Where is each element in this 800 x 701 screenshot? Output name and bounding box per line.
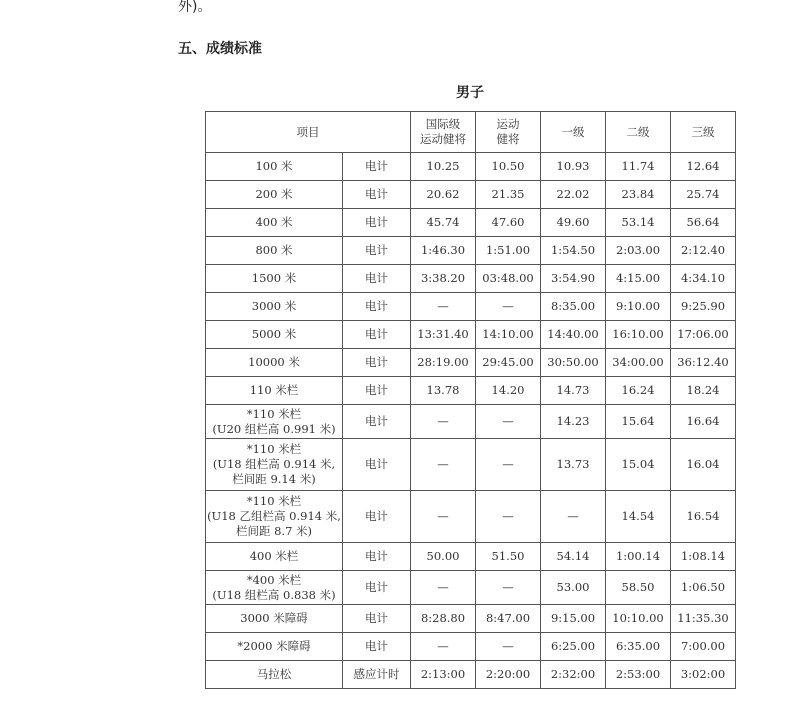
event-name-cell: *110 米栏 (U18 组栏高 0.914 米, 栏间距 9.14 米) xyxy=(206,439,343,491)
master-value: 10.50 xyxy=(476,153,541,181)
third-class-value: 16.04 xyxy=(671,439,736,491)
table-row xyxy=(206,661,736,689)
master-value: 8:47.00 xyxy=(476,605,541,633)
header-international-master: 国际级 运动健将 xyxy=(411,112,476,153)
international-master-value: — xyxy=(411,293,476,321)
master-value: — xyxy=(476,491,541,543)
second-class-value: 1:00.14 xyxy=(606,543,671,571)
table-row xyxy=(206,265,736,293)
first-class-value: 10.93 xyxy=(541,153,606,181)
master-value: — xyxy=(476,405,541,439)
header-first-class: 一级 xyxy=(541,112,606,153)
second-class-value: 4:15.00 xyxy=(606,265,671,293)
timing-method-cell: 电计 xyxy=(343,633,411,661)
table-row xyxy=(206,405,736,439)
header-second-class: 二级 xyxy=(606,112,671,153)
event-name-cell: *400 米栏 (U18 组栏高 0.838 米) xyxy=(206,571,343,605)
international-master-value: 28:19.00 xyxy=(411,349,476,377)
timing-method-cell: 电计 xyxy=(343,605,411,633)
master-value: 14.20 xyxy=(476,377,541,405)
international-master-value: — xyxy=(411,491,476,543)
international-master-value: 50.00 xyxy=(411,543,476,571)
event-name-cell: 200 米 xyxy=(206,181,343,209)
event-name-cell: *2000 米障碍 xyxy=(206,633,343,661)
master-value: 51.50 xyxy=(476,543,541,571)
second-class-value: 11.74 xyxy=(606,153,671,181)
timing-method-cell: 电计 xyxy=(343,349,411,377)
third-class-value: 4:34.10 xyxy=(671,265,736,293)
international-master-value: — xyxy=(411,405,476,439)
timing-method-cell: 电计 xyxy=(343,237,411,265)
second-class-value: 58.50 xyxy=(606,571,671,605)
third-class-value: 18.24 xyxy=(671,377,736,405)
timing-method-cell: 电计 xyxy=(343,377,411,405)
third-class-value: 56.64 xyxy=(671,209,736,237)
timing-method-cell: 电计 xyxy=(343,209,411,237)
table-row xyxy=(206,377,736,405)
table-body xyxy=(206,153,736,689)
first-class-value: 9:15.00 xyxy=(541,605,606,633)
first-class-value: 22.02 xyxy=(541,181,606,209)
table-row xyxy=(206,153,736,181)
event-name-cell: 110 米栏 xyxy=(206,377,343,405)
third-class-value: 3:02:00 xyxy=(671,661,736,689)
timing-method-cell: 电计 xyxy=(343,543,411,571)
first-class-value: 6:25.00 xyxy=(541,633,606,661)
timing-method-cell: 感应计时 xyxy=(343,661,411,689)
first-class-value: 2:32:00 xyxy=(541,661,606,689)
timing-method-cell: 电计 xyxy=(343,321,411,349)
master-value: 21.35 xyxy=(476,181,541,209)
second-class-value: 14.54 xyxy=(606,491,671,543)
table-row xyxy=(206,209,736,237)
third-class-value: 17:06.00 xyxy=(671,321,736,349)
table-row xyxy=(206,349,736,377)
first-class-value: 13.73 xyxy=(541,439,606,491)
third-class-value: 16.64 xyxy=(671,405,736,439)
section-heading: 五、成绩标准 xyxy=(178,41,262,57)
master-value: 2:20:00 xyxy=(476,661,541,689)
second-class-value: 53.14 xyxy=(606,209,671,237)
third-class-value: 36:12.40 xyxy=(671,349,736,377)
master-value: — xyxy=(476,571,541,605)
first-class-value: 53.00 xyxy=(541,571,606,605)
second-class-value: 10:10.00 xyxy=(606,605,671,633)
master-value: 03:48.00 xyxy=(476,265,541,293)
event-name-cell: 3000 米障碍 xyxy=(206,605,343,633)
first-class-value: 54.14 xyxy=(541,543,606,571)
header-event: 项目 xyxy=(206,112,411,153)
table-row xyxy=(206,293,736,321)
table-row xyxy=(206,605,736,633)
standards-table xyxy=(205,111,736,689)
second-class-value: 2:53:00 xyxy=(606,661,671,689)
master-value: 47.60 xyxy=(476,209,541,237)
first-class-value: 49.60 xyxy=(541,209,606,237)
first-class-value: 14.23 xyxy=(541,405,606,439)
second-class-value: 2:03.00 xyxy=(606,237,671,265)
first-class-value: 14.73 xyxy=(541,377,606,405)
table-row xyxy=(206,633,736,661)
first-class-value: — xyxy=(541,491,606,543)
international-master-value: 13.78 xyxy=(411,377,476,405)
timing-method-cell: 电计 xyxy=(343,153,411,181)
international-master-value: 1:46.30 xyxy=(411,237,476,265)
master-value: 1:51.00 xyxy=(476,237,541,265)
header-third-class: 三级 xyxy=(671,112,736,153)
master-value: 14:10.00 xyxy=(476,321,541,349)
international-master-value: 3:38.20 xyxy=(411,265,476,293)
international-master-value: 8:28.80 xyxy=(411,605,476,633)
second-class-value: 23.84 xyxy=(606,181,671,209)
international-master-value: 2:13:00 xyxy=(411,661,476,689)
second-class-value: 15.04 xyxy=(606,439,671,491)
event-name-cell: 10000 米 xyxy=(206,349,343,377)
timing-method-cell: 电计 xyxy=(343,181,411,209)
international-master-value: 45.74 xyxy=(411,209,476,237)
second-class-value: 6:35.00 xyxy=(606,633,671,661)
third-class-value: 12.64 xyxy=(671,153,736,181)
table-row xyxy=(206,237,736,265)
event-name-cell: 800 米 xyxy=(206,237,343,265)
master-value: — xyxy=(476,633,541,661)
header-master: 运动 健将 xyxy=(476,112,541,153)
first-class-value: 8:35.00 xyxy=(541,293,606,321)
event-name-cell: 400 米 xyxy=(206,209,343,237)
international-master-value: 20.62 xyxy=(411,181,476,209)
second-class-value: 9:10.00 xyxy=(606,293,671,321)
table-row xyxy=(206,439,736,491)
timing-method-cell: 电计 xyxy=(343,405,411,439)
third-class-value: 16.54 xyxy=(671,491,736,543)
event-name-cell: 马拉松 xyxy=(206,661,343,689)
international-master-value: 10.25 xyxy=(411,153,476,181)
second-class-value: 15.64 xyxy=(606,405,671,439)
event-name-cell: 3000 米 xyxy=(206,293,343,321)
timing-method-cell: 电计 xyxy=(343,293,411,321)
second-class-value: 16.24 xyxy=(606,377,671,405)
international-master-value: 13:31.40 xyxy=(411,321,476,349)
timing-method-cell: 电计 xyxy=(343,491,411,543)
event-name-cell: *110 米栏 (U18 乙组栏高 0.914 米, 栏间距 8.7 米) xyxy=(206,491,343,543)
third-class-value: 1:06.50 xyxy=(671,571,736,605)
third-class-value: 25.74 xyxy=(671,181,736,209)
master-value: — xyxy=(476,439,541,491)
international-master-value: — xyxy=(411,571,476,605)
first-class-value: 1:54.50 xyxy=(541,237,606,265)
first-class-value: 30:50.00 xyxy=(541,349,606,377)
previous-page-fragment: 外)。 xyxy=(178,0,212,15)
second-class-value: 16:10.00 xyxy=(606,321,671,349)
table-row xyxy=(206,321,736,349)
third-class-value: 7:00.00 xyxy=(671,633,736,661)
table-header-row xyxy=(206,112,736,153)
timing-method-cell: 电计 xyxy=(343,571,411,605)
table-row xyxy=(206,181,736,209)
event-name-cell: 1500 米 xyxy=(206,265,343,293)
third-class-value: 1:08.14 xyxy=(671,543,736,571)
table-row xyxy=(206,543,736,571)
event-name-cell: *110 米栏 (U20 组栏高 0.991 米) xyxy=(206,405,343,439)
table-row xyxy=(206,571,736,605)
first-class-value: 14:40.00 xyxy=(541,321,606,349)
timing-method-cell: 电计 xyxy=(343,265,411,293)
event-name-cell: 5000 米 xyxy=(206,321,343,349)
third-class-value: 11:35.30 xyxy=(671,605,736,633)
table-title: 男子 xyxy=(456,85,484,101)
event-name-cell: 100 米 xyxy=(206,153,343,181)
timing-method-cell: 电计 xyxy=(343,439,411,491)
third-class-value: 9:25.90 xyxy=(671,293,736,321)
international-master-value: — xyxy=(411,439,476,491)
third-class-value: 2:12.40 xyxy=(671,237,736,265)
first-class-value: 3:54.90 xyxy=(541,265,606,293)
master-value: 29:45.00 xyxy=(476,349,541,377)
table-row xyxy=(206,491,736,543)
second-class-value: 34:00.00 xyxy=(606,349,671,377)
event-name-cell: 400 米栏 xyxy=(206,543,343,571)
international-master-value: — xyxy=(411,633,476,661)
master-value: — xyxy=(476,293,541,321)
